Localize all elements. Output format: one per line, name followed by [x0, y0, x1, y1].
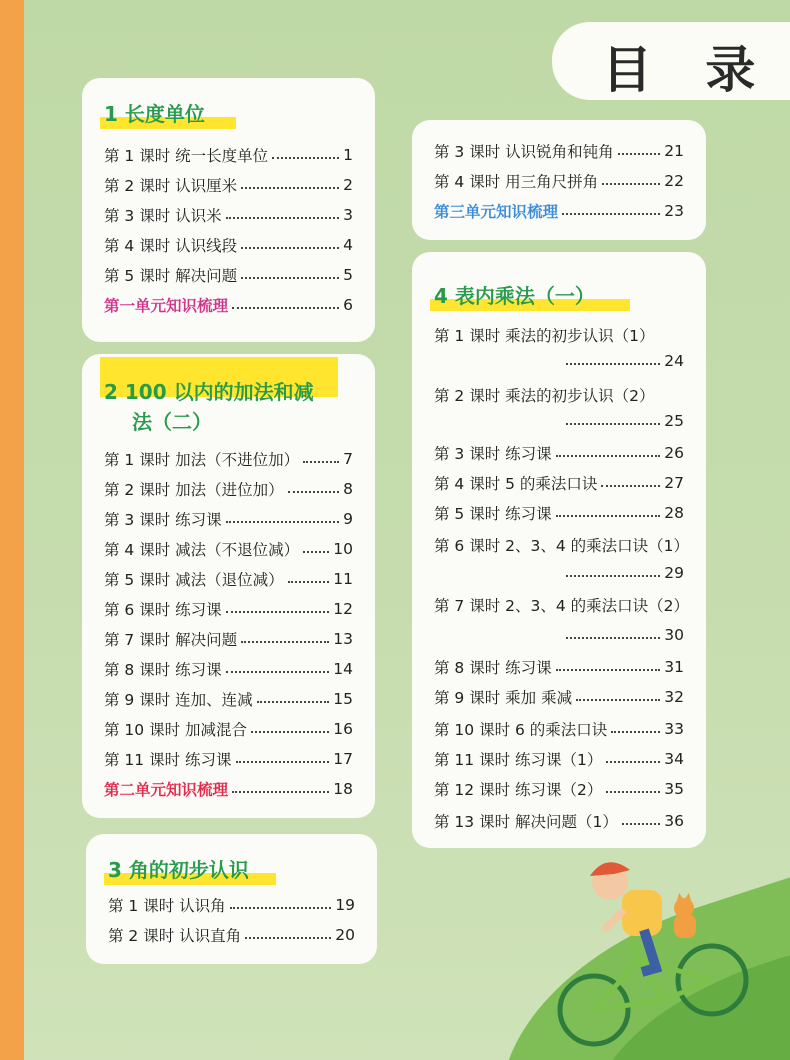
- toc-entry[interactable]: 第 8 课时 练习课 31: [434, 658, 684, 677]
- toc-entry[interactable]: 第 2 课时 乘法的初步认识（2）: [434, 387, 655, 405]
- toc-entry[interactable]: 第 13 课时 解决问题（1） 36: [434, 812, 684, 831]
- unit-review-entry[interactable]: 第一单元知识梳理 6: [104, 296, 353, 315]
- toc-entry[interactable]: 第 1 课时 乘法的初步认识（1）: [434, 327, 655, 345]
- toc-entry[interactable]: 第 12 课时 练习课（2） 35: [434, 780, 684, 799]
- boy-on-bicycle-illustration: [544, 850, 764, 1060]
- toc-entry[interactable]: 第 5 课时 减法（退位减） 11: [104, 570, 353, 589]
- toc-entry[interactable]: 第 1 课时 加法（不进位加） 7: [104, 450, 353, 469]
- unit-4-card: [412, 252, 706, 848]
- toc-entry[interactable]: 第 4 课时 5 的乘法口诀 27: [434, 474, 684, 493]
- toc-entry[interactable]: 第 1 课时 统一长度单位 1: [104, 146, 353, 165]
- toc-entry[interactable]: 第 6 课时 2、3、4 的乘法口诀（1）: [434, 537, 690, 555]
- toc-entry[interactable]: 第 6 课时 练习课 12: [104, 600, 353, 619]
- unit-2-card: [82, 354, 375, 818]
- toc-entry[interactable]: 第 10 课时 加减混合 16: [104, 720, 353, 739]
- toc-entry[interactable]: 第 7 课时 2、3、4 的乘法口诀（2）: [434, 597, 690, 615]
- toc-entry[interactable]: 第 4 课时 用三角尺拼角 22: [434, 172, 684, 191]
- page-title: 目 录: [602, 41, 774, 99]
- toc-entry[interactable]: 第 8 课时 练习课 14: [104, 660, 353, 679]
- unit-review-entry[interactable]: 第三单元知识梳理 23: [434, 202, 684, 221]
- unit-4-heading: 4 表内乘法（一）: [434, 280, 595, 309]
- toc-entry[interactable]: 第 3 课时 认识锐角和钝角 21: [434, 142, 684, 161]
- toc-entry[interactable]: 第 2 课时 认识厘米 2: [104, 176, 353, 195]
- toc-entry[interactable]: 第 11 课时 练习课 17: [104, 750, 353, 769]
- toc-entry[interactable]: 第 5 课时 练习课 28: [434, 504, 684, 523]
- unit-1-heading: 1 长度单位: [104, 98, 205, 127]
- toc-entry[interactable]: 第 3 课时 练习课 26: [434, 444, 684, 463]
- unit-3-heading: 3 角的初步认识: [108, 854, 249, 883]
- toc-entry[interactable]: 第 10 课时 6 的乘法口诀 33: [434, 720, 684, 739]
- title-banner: [552, 22, 790, 100]
- toc-entry-page[interactable]: 24: [434, 346, 684, 376]
- toc-entry-page[interactable]: 30: [434, 620, 684, 650]
- toc-page: [24, 0, 790, 1060]
- toc-entry[interactable]: 第 2 课时 加法（进位加） 8: [104, 480, 353, 499]
- toc-entry[interactable]: 第 9 课时 连加、连减 15: [104, 690, 353, 709]
- unit-3-card: [86, 834, 377, 964]
- toc-entry[interactable]: 第 4 课时 减法（不退位减） 10: [104, 540, 353, 559]
- toc-entry[interactable]: 第 1 课时 认识角 19: [108, 896, 355, 915]
- toc-entry[interactable]: 第 3 课时 认识米 3: [104, 206, 353, 225]
- toc-entry[interactable]: 第 5 课时 解决问题 5: [104, 266, 353, 285]
- toc-entry-page[interactable]: 25: [434, 406, 684, 436]
- toc-entry[interactable]: 第 11 课时 练习课（1） 34: [434, 750, 684, 769]
- unit-2-heading-continued: 法（二）: [132, 410, 212, 434]
- toc-entry[interactable]: 第 3 课时 练习课 9: [104, 510, 353, 529]
- toc-entry[interactable]: 第 2 课时 认识直角 20: [108, 926, 355, 945]
- toc-entry[interactable]: 第 7 课时 解决问题 13: [104, 630, 353, 649]
- unit-review-entry[interactable]: 第二单元知识梳理 18: [104, 780, 353, 799]
- toc-entry-page[interactable]: 29: [434, 558, 684, 588]
- unit-3-continued-card: [412, 120, 706, 240]
- toc-entry[interactable]: 第 9 课时 乘加 乘减 32: [434, 688, 684, 707]
- toc-entry[interactable]: 第 4 课时 认识线段 4: [104, 236, 353, 255]
- unit-1-card: [82, 78, 375, 342]
- unit-2-heading: 2 100 以内的加法和减: [104, 376, 314, 405]
